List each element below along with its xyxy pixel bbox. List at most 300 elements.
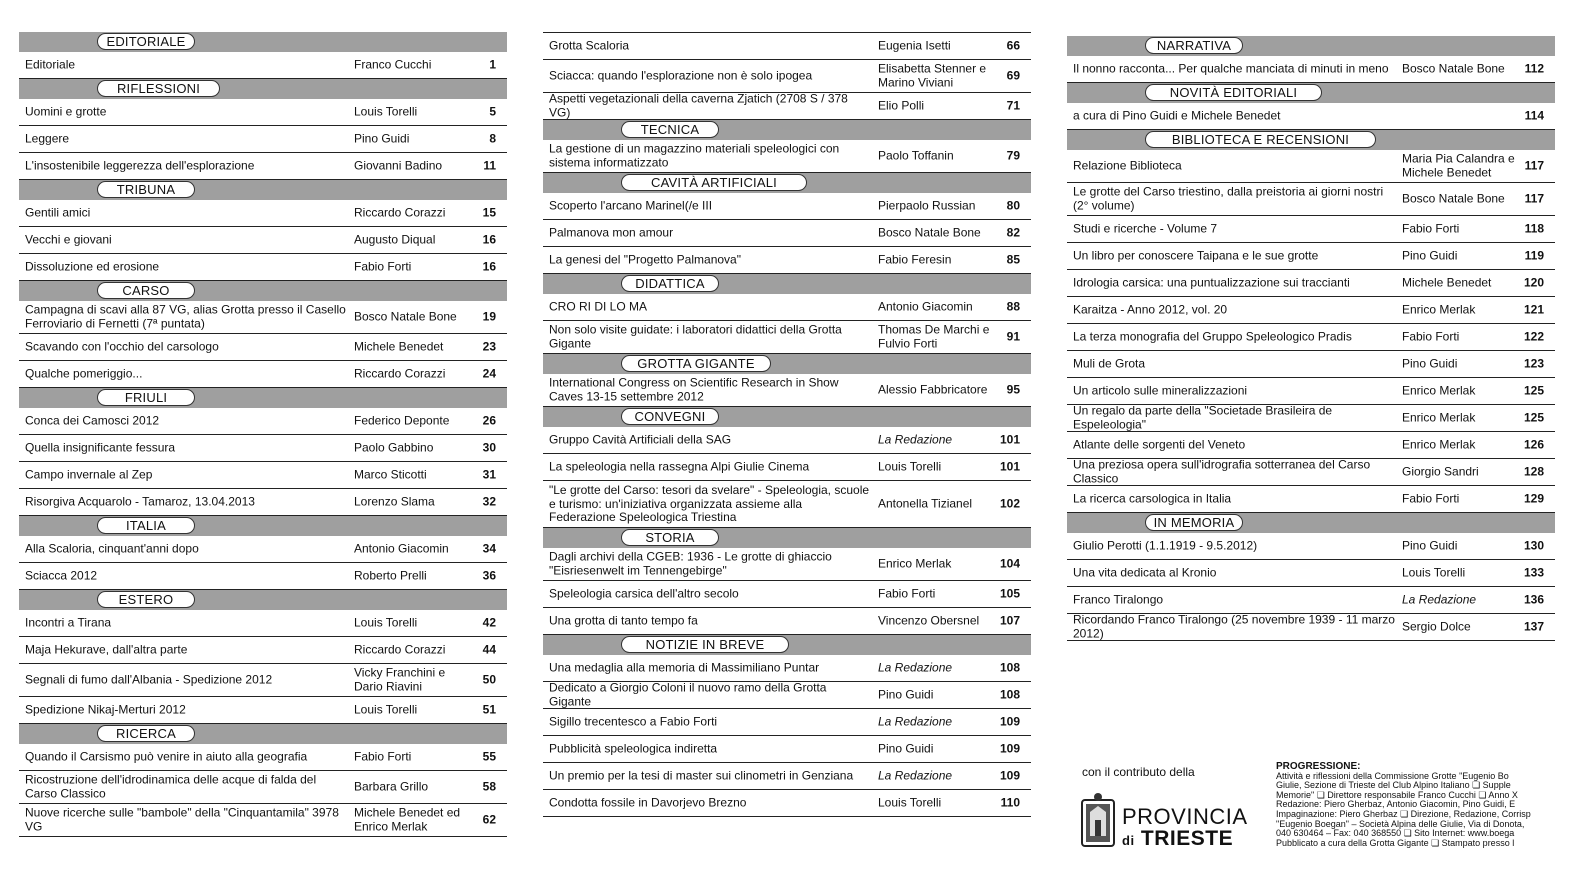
toc-entry — [19, 254, 507, 281]
entry-author: Riccardo Corazzi — [354, 642, 446, 657]
crest-icon — [1080, 792, 1116, 850]
section-title: EDITORIALE — [97, 33, 195, 50]
entry-title: Campagna di scavi alla 87 VG, alias Grotta presso il Casello Ferroviario di Fernetti (7ª puntata) — [25, 302, 346, 330]
entry-author: Elisabetta Stenner e Marino Viviani — [878, 61, 987, 89]
toc-entry — [1067, 183, 1555, 216]
entry-page: 121 — [1523, 302, 1544, 317]
entry-page: 16 — [482, 259, 496, 274]
entry-title: Un premio per la tesi di master sui clinometri in Genziana — [549, 768, 854, 783]
entry-author: Eugenia Isetti — [878, 38, 951, 53]
section-title: STORIA — [621, 529, 719, 546]
entry-title: Uomini e grotte — [25, 104, 107, 119]
entry-page: 136 — [1523, 592, 1544, 607]
entry-page: 123 — [1523, 356, 1544, 371]
entry-title: Maja Hekurave, dall'altra parte — [25, 642, 188, 657]
toc-entry — [1067, 533, 1555, 560]
entry-page: 108 — [999, 660, 1020, 675]
entry-author: Michele Benedet ed Enrico Merlak — [354, 805, 461, 833]
entry-page: 105 — [999, 586, 1020, 601]
entry-author: Pino Guidi — [878, 687, 934, 702]
entry-page: 128 — [1523, 464, 1544, 479]
toc-entry — [1067, 432, 1555, 459]
entry-author: Louis Torelli — [1402, 565, 1466, 580]
toc-entry — [19, 637, 507, 664]
colophon — [1276, 762, 1573, 862]
entry-page: 5 — [489, 104, 496, 119]
section-title: GROTTA GIGANTE — [621, 355, 771, 372]
entry-page: 137 — [1523, 619, 1544, 634]
entry-page: 117 — [1524, 191, 1544, 206]
entry-author: La Redazione — [1402, 592, 1477, 607]
entry-page: 1 — [489, 57, 496, 72]
entry-page: 34 — [482, 541, 496, 556]
entry-page: 91 — [1006, 329, 1020, 344]
entry-title: Editoriale — [25, 57, 76, 72]
entry-page: 66 — [1006, 38, 1020, 53]
entry-title: Qualche pomeriggio... — [25, 366, 143, 381]
entry-title: Segnali di fumo dall'Albania - Spedizione 2012 — [25, 672, 273, 687]
toc-entry — [19, 153, 507, 180]
section-title: NOVITÀ EDITORIALI — [1145, 84, 1322, 101]
entry-author: Louis Torelli — [878, 459, 942, 474]
entry-title: Ricordando Franco Tiralongo (25 novembre 1939 - 11 marzo 2012) — [1073, 612, 1395, 640]
section-header — [543, 528, 1031, 548]
entry-author: Thomas De Marchi e Fulvio Forti — [878, 322, 990, 350]
entry-page: 44 — [482, 642, 496, 657]
entry-title: Quella insignificante fessura — [25, 440, 176, 455]
toc-entry — [19, 200, 507, 227]
entry-page: 102 — [999, 496, 1020, 511]
section-title: NARRATIVA — [1145, 37, 1243, 54]
toc-column-1 — [19, 32, 507, 837]
section-header — [19, 724, 507, 744]
entry-page: 130 — [1523, 538, 1544, 553]
section-title: ITALIA — [97, 517, 195, 534]
toc-column-2 — [543, 32, 1031, 817]
entry-page: 51 — [482, 702, 496, 717]
entry-title: Relazione Biblioteca — [1073, 158, 1182, 173]
entry-title: Dedicato a Giorgio Coloni il nuovo ramo della Grotta Gigante — [549, 680, 827, 708]
entry-author: Franco Cucchi — [354, 57, 432, 72]
section-title: CARSO — [97, 282, 195, 299]
entry-title: Gentili amici — [25, 205, 91, 220]
section-header — [543, 354, 1031, 374]
entry-page: 120 — [1523, 275, 1544, 290]
entry-author: Fabio Forti — [354, 259, 412, 274]
section-header — [19, 79, 507, 99]
entry-author: Barbara Grillo — [354, 779, 429, 794]
entry-page: 62 — [482, 812, 496, 827]
toc-entry — [19, 804, 507, 837]
entry-title: Sciacca 2012 — [25, 568, 98, 583]
entry-author: Louis Torelli — [354, 615, 418, 630]
entry-page: 125 — [1523, 410, 1544, 425]
entry-page: 55 — [482, 749, 496, 764]
toc-entry — [1067, 587, 1555, 614]
toc-entry — [543, 321, 1031, 354]
entry-title: Un regalo da parte della "Societade Brasileira de Espeleologia" — [1073, 403, 1333, 431]
colophon-line: 040 630464 – Fax: 040 368550 ❏ Sito Internet: www.boega — [1276, 828, 1515, 839]
entry-title: Dagli archivi della CGEB: 1936 - Le grotte di ghiaccio "Eisriesenwelt im Tennengebirge" — [549, 549, 832, 577]
entry-page: 16 — [482, 232, 496, 247]
toc-entry — [543, 294, 1031, 321]
toc-entry — [19, 126, 507, 153]
entry-author: Lorenzo Slama — [354, 494, 435, 509]
entry-page: 50 — [482, 672, 496, 687]
entry-title: Vecchi e giovani — [25, 232, 112, 247]
section-title: DIDATTICA — [621, 275, 719, 292]
entry-title: Sciacca: quando l'esplorazione non è solo ipogea — [549, 68, 813, 83]
provincia-trieste-logo — [1080, 790, 1250, 852]
section-header — [19, 32, 507, 52]
toc-entry — [19, 361, 507, 388]
toc-entry — [19, 408, 507, 435]
toc-entry — [19, 610, 507, 637]
entry-page: 26 — [482, 413, 496, 428]
entry-page: 108 — [999, 687, 1020, 702]
entry-title: Aspetti vegetazionali della caverna Zjatich (2708 S / 378 VG) — [549, 91, 848, 119]
entry-author: Enrico Merlak — [1402, 437, 1476, 452]
contribution-note: con il contributo della — [1082, 765, 1195, 779]
entry-author: Riccardo Corazzi — [354, 205, 446, 220]
toc-entry — [543, 93, 1031, 120]
entry-title: Quando il Carsismo può venire in aiuto alla geografia — [25, 749, 308, 764]
toc-entry — [1067, 486, 1555, 513]
entry-page: 24 — [482, 366, 496, 381]
entry-page: 109 — [999, 714, 1020, 729]
entry-title: Leggere — [25, 131, 70, 146]
entry-title: Un articolo sulle mineralizzazioni — [1073, 383, 1248, 398]
toc-entry — [1067, 614, 1555, 641]
toc-entry — [543, 193, 1031, 220]
entry-author: Giovanni Badino — [354, 158, 443, 173]
entry-page: 129 — [1523, 491, 1544, 506]
entry-author: Enrico Merlak — [1402, 302, 1476, 317]
entry-author: Michele Benedet — [354, 339, 444, 354]
toc-entry — [1067, 459, 1555, 486]
entry-title: Una preziosa opera sull'idrografia sotterranea del Carso Classico — [1073, 457, 1371, 485]
toc-entry — [19, 563, 507, 590]
colophon-line: Pubblicato a cura della Grotta Gigante ❏ Stampato presso l — [1276, 837, 1515, 848]
toc-entry — [19, 435, 507, 462]
toc-entry — [1067, 56, 1555, 83]
entry-title: Incontri a Tirana — [25, 615, 112, 630]
entry-title: La speleologia nella rassegna Alpi Giulie Cinema — [549, 459, 810, 474]
section-header — [19, 590, 507, 610]
entry-author: Paolo Gabbino — [354, 440, 434, 455]
toc-entry — [543, 374, 1031, 407]
entry-page: 31 — [482, 467, 496, 482]
toc-entry — [543, 427, 1031, 454]
entry-author: Sergio Dolce — [1402, 619, 1471, 634]
section-title: RIFLESSIONI — [97, 80, 220, 97]
entry-title: CRO RI DI LO MA — [549, 299, 648, 314]
section-header — [1067, 83, 1555, 103]
section-header — [543, 407, 1031, 427]
entry-title: Palmanova mon amour — [549, 225, 674, 240]
entry-title: Il nonno racconta... Per qualche manciata di minuti in meno — [1073, 61, 1389, 76]
entry-title: Idrologia carsica: una puntualizzazione sui traccianti — [1073, 275, 1350, 290]
entry-title: Karaitza - Anno 2012, vol. 20 — [1073, 302, 1228, 317]
entry-page: 125 — [1523, 383, 1544, 398]
section-title: RICERCA — [97, 725, 195, 742]
colophon-line: Attività e riflessioni della Commissione Grotte "Eugenio Bo — [1276, 770, 1509, 781]
entry-title: Alla Scaloria, cinquant'anni dopo — [25, 541, 199, 556]
logo-line-trieste — [1122, 828, 1233, 852]
toc-entry — [543, 581, 1031, 608]
entry-page: 80 — [1006, 198, 1020, 213]
entry-title: La ricerca carsologica in Italia — [1073, 491, 1232, 506]
toc-entry — [19, 664, 507, 697]
entry-title: Una grotta di tanto tempo fa — [549, 613, 698, 628]
entry-title: Conca dei Camosci 2012 — [25, 413, 160, 428]
entry-author: Vicky Franchini e Dario Riavini — [354, 665, 446, 693]
toc-entry — [1067, 560, 1555, 587]
entry-title: Giulio Perotti (1.1.1919 - 9.5.2012) — [1073, 538, 1258, 553]
colophon-line: Impaginazione: Piero Gherbaz ❏ Direzione, Redazione, Corrisp — [1276, 808, 1531, 819]
entry-page: 117 — [1524, 158, 1544, 173]
entry-page: 15 — [482, 205, 496, 220]
section-title: TECNICA — [621, 121, 719, 138]
entry-title: L'insostenibile leggerezza dell'esplorazione — [25, 158, 255, 173]
entry-page: 112 — [1524, 61, 1544, 76]
entry-page: 101 — [999, 459, 1020, 474]
toc-entry — [1067, 270, 1555, 297]
section-title: ESTERO — [97, 591, 195, 608]
entry-author: Bosco Natale Bone — [1402, 191, 1505, 206]
entry-author: Pino Guidi — [1402, 538, 1458, 553]
entry-title: Grotta Scaloria — [549, 38, 630, 53]
entry-page: 85 — [1006, 252, 1020, 267]
entry-page: 79 — [1006, 148, 1020, 163]
colophon-line: "Eugenio Boegan" – Società Alpina delle Giulie, Via di Donota, — [1276, 818, 1525, 829]
entry-author: Maria Pia Calandra e Michele Benedet — [1402, 151, 1515, 179]
entry-author: Fabio Forti — [1402, 329, 1460, 344]
section-header — [19, 516, 507, 536]
entry-title: Risorgiva Acquarolo - Tamaroz, 13.04.2013 — [25, 494, 255, 509]
section-header — [543, 635, 1031, 655]
entry-page: 8 — [489, 131, 496, 146]
section-header — [543, 173, 1031, 193]
entry-page: 119 — [1524, 248, 1544, 263]
entry-title: Franco Tiralongo — [1073, 592, 1164, 607]
toc-entry — [543, 548, 1031, 581]
colophon-line: Memorie" ❏ Direttore responsabile Franco Cucchi ❏ Anno X — [1276, 789, 1518, 800]
section-title: CAVITÀ ARTIFICIALI — [621, 174, 807, 191]
toc-entry — [19, 744, 507, 771]
entry-title: Condotta fossile in Davorjevo Brezno — [549, 795, 747, 810]
entry-title: Scavando con l'occhio del carsologo — [25, 339, 219, 354]
entry-title: Muli de Grota — [1073, 356, 1146, 371]
entry-author: Pino Guidi — [354, 131, 410, 146]
entry-author: Giorgio Sandri — [1402, 464, 1479, 479]
entry-title: La gestione di un magazzino materiali speleologici con sistema informatizzato — [549, 141, 840, 169]
entry-title: Gruppo Cavità Artificiali della SAG — [549, 432, 732, 447]
toc-entry — [1067, 150, 1555, 183]
entry-title: La terza monografia del Gruppo Speleologico Pradis — [1073, 329, 1352, 344]
entry-page: 95 — [1006, 382, 1020, 397]
logo-trieste: TRIESTE — [1140, 827, 1234, 850]
toc-entry — [19, 52, 507, 79]
toc-entry — [19, 334, 507, 361]
section-title: NOTIZIE IN BREVE — [621, 636, 789, 653]
toc-entry — [19, 489, 507, 516]
toc-entry — [1067, 103, 1555, 130]
entry-page: 133 — [1523, 565, 1544, 580]
entry-page: 11 — [483, 158, 496, 173]
toc-entry — [19, 771, 507, 804]
entry-title: Sigillo trecentesco a Fabio Forti — [549, 714, 718, 729]
entry-page: 36 — [482, 568, 496, 583]
section-header — [19, 281, 507, 301]
entry-title: Una medaglia alla memoria di Massimiliano Puntar — [549, 660, 820, 675]
section-header — [543, 120, 1031, 140]
toc-entry — [1067, 324, 1555, 351]
entry-author: Enrico Merlak — [1402, 383, 1476, 398]
entry-page: 23 — [482, 339, 496, 354]
entry-title: Campo invernale al Zep — [25, 467, 153, 482]
section-title: FRIULI — [97, 389, 195, 406]
entry-author: Riccardo Corazzi — [354, 366, 446, 381]
toc-entry — [543, 60, 1031, 93]
toc-entry — [543, 682, 1031, 709]
entry-title: Spedizione Nikaj-Merturi 2012 — [25, 702, 186, 717]
section-header — [1067, 36, 1555, 56]
entry-author: La Redazione — [878, 768, 953, 783]
toc-entry — [1067, 351, 1555, 378]
entry-page: 110 — [1000, 795, 1020, 810]
entry-author: La Redazione — [878, 714, 953, 729]
toc-entry — [543, 247, 1031, 274]
section-header — [1067, 513, 1555, 533]
entry-title: Ricostruzione dell'idrodinamica delle acque di falda del Carso Classico — [25, 772, 317, 800]
entry-page: 101 — [999, 432, 1020, 447]
entry-author: Bosco Natale Bone — [1402, 61, 1505, 76]
entry-author: Bosco Natale Bone — [354, 309, 457, 324]
entry-author: Pino Guidi — [1402, 248, 1458, 263]
toc-entry — [1067, 378, 1555, 405]
entry-author: Antonio Giacomin — [878, 299, 973, 314]
toc-column-3 — [1067, 36, 1555, 641]
entry-author: Marco Sticotti — [354, 467, 427, 482]
toc-entry — [19, 462, 507, 489]
section-title: BIBLIOTECA E RECENSIONI — [1145, 131, 1376, 148]
entry-page: 32 — [482, 494, 496, 509]
entry-page: 82 — [1006, 225, 1020, 240]
entry-page: 104 — [999, 556, 1020, 571]
entry-page: 109 — [999, 768, 1020, 783]
entry-page: 30 — [482, 440, 496, 455]
entry-author: Enrico Merlak — [878, 556, 952, 571]
entry-page: 58 — [482, 779, 496, 794]
section-header — [1067, 130, 1555, 150]
entry-author: Fabio Forti — [354, 749, 412, 764]
entry-title: Atlante delle sorgenti del Veneto — [1073, 437, 1246, 452]
colophon-line: Giulie, Sezione di Trieste del Club Alpino Italiano ❏ Supple — [1276, 780, 1511, 791]
toc-entry — [543, 763, 1031, 790]
section-title: TRIBUNA — [97, 181, 195, 198]
toc-entry — [1067, 216, 1555, 243]
entry-author: Elio Polli — [878, 98, 925, 113]
toc-entry — [543, 790, 1031, 817]
entry-author: La Redazione — [878, 432, 953, 447]
entry-page: 19 — [482, 309, 496, 324]
entry-title: Nuove ricerche sulle "bambole" della "Cinquantamila" 3978 VG — [25, 805, 339, 833]
logo-line-provincia: PROVINCIA — [1122, 804, 1248, 829]
section-title: CONVEGNI — [621, 408, 719, 425]
entry-author: Vincenzo Obersnel — [878, 613, 980, 628]
entry-author: Federico Deponte — [354, 413, 450, 428]
entry-author: Paolo Toffanin — [878, 148, 954, 163]
entry-page: 114 — [1524, 108, 1544, 123]
entry-page: 122 — [1523, 329, 1544, 344]
entry-author: Louis Torelli — [354, 702, 418, 717]
toc-entry — [543, 655, 1031, 682]
entry-author: Pino Guidi — [878, 741, 934, 756]
entry-author: Fabio Forti — [1402, 491, 1460, 506]
entry-title: Una vita dedicata al Kronio — [1073, 565, 1217, 580]
entry-author: Pino Guidi — [1402, 356, 1458, 371]
entry-page: 71 — [1006, 98, 1020, 113]
section-header — [19, 180, 507, 200]
entry-title: "Le grotte del Carso: tesori da svelare" - Speleologia, scuole e turismo: un'iniziativa organizzata assieme alla Federazione Speleologica Triestina — [549, 482, 870, 524]
toc-entry — [19, 99, 507, 126]
entry-title: a cura di Pino Guidi e Michele Benedet — [1073, 108, 1281, 123]
entry-author: Louis Torelli — [354, 104, 418, 119]
entry-page: 118 — [1524, 221, 1544, 236]
toc-entry — [543, 140, 1031, 173]
toc-entry — [19, 697, 507, 724]
entry-author: Fabio Forti — [1402, 221, 1460, 236]
entry-page: 109 — [999, 741, 1020, 756]
entry-author: Bosco Natale Bone — [878, 225, 981, 240]
entry-page: 42 — [482, 615, 496, 630]
toc-entry — [19, 227, 507, 254]
entry-title: International Congress on Scientific Research in Show Caves 13-15 settembre 2012 — [549, 375, 839, 403]
toc-entry — [1067, 297, 1555, 324]
toc-entry — [543, 454, 1031, 481]
entry-author: Antonella Tizianel — [878, 496, 973, 511]
entry-page: 107 — [999, 613, 1020, 628]
entry-author: Fabio Feresin — [878, 252, 952, 267]
entry-author: Alessio Fabbricatore — [878, 382, 988, 397]
entry-page: 88 — [1006, 299, 1020, 314]
entry-author: La Redazione — [878, 660, 953, 675]
entry-author: Fabio Forti — [878, 586, 936, 601]
section-header — [19, 388, 507, 408]
toc-entry — [1067, 243, 1555, 270]
entry-title: Speleologia carsica dell'altro secolo — [549, 586, 739, 601]
toc-entry — [543, 220, 1031, 247]
entry-author: Augusto Diqual — [354, 232, 436, 247]
entry-title: Le grotte del Carso triestino, dalla preistoria ai giorni nostri (2° volume) — [1073, 184, 1384, 212]
logo-di: di — [1122, 833, 1135, 848]
entry-author: Michele Benedet — [1402, 275, 1492, 290]
toc-entry — [543, 709, 1031, 736]
entry-author: Antonio Giacomin — [354, 541, 449, 556]
entry-page: 69 — [1006, 68, 1020, 83]
entry-title: Un libro per conoscere Taipana e le sue grotte — [1073, 248, 1319, 263]
toc-entry — [543, 736, 1031, 763]
section-header — [543, 274, 1031, 294]
entry-author: Pierpaolo Russian — [878, 198, 976, 213]
colophon-title: PROGRESSIONE: — [1276, 762, 1361, 772]
toc-entry — [543, 33, 1031, 60]
colophon-line: Redazione: Piero Gherbaz, Antonio Giacomin, Pino Guidi, E — [1276, 799, 1516, 810]
toc-entry — [19, 536, 507, 563]
entry-author: Roberto Prelli — [354, 568, 427, 583]
entry-title: Non solo visite guidate: i laboratori didattici della Grotta Gigante — [549, 322, 842, 350]
